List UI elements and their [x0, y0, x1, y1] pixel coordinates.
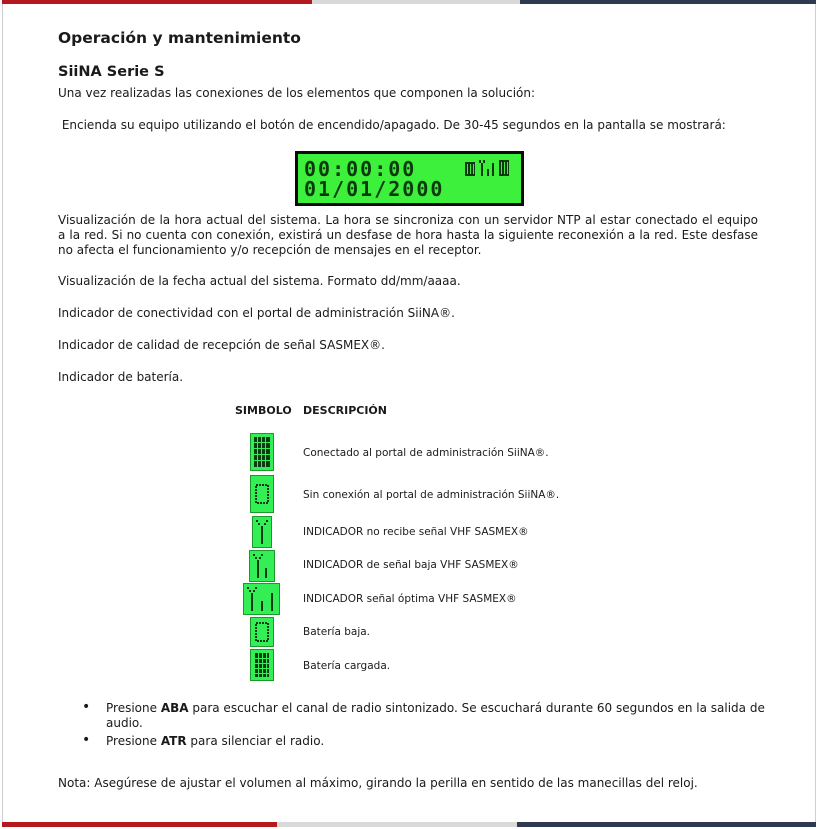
lcd-display: [295, 151, 524, 206]
signal-description: Indicador de calidad de recepción de señal SASMEX®.: [58, 338, 385, 352]
connectivity-description: Indicador de conectividad con el portal de administración SiiNA®.: [58, 306, 455, 320]
table-row: Batería baja.: [303, 626, 371, 638]
antenna-low-signal-icon: [249, 550, 275, 582]
lcd-date: 01/01/2000: [304, 177, 445, 201]
list-item: Presione ABA para escuchar el canal de radio sintonizado. Se escuchará durante 60 segundos en la salida de audio.: [106, 701, 765, 730]
portal-disconnected-icon: [250, 475, 274, 513]
date-description: Visualización de la fecha actual del sistema. Formato dd/mm/aaaa.: [58, 274, 461, 288]
table-row: INDICADOR señal óptima VHF SASMEX®: [303, 593, 517, 605]
antenna-full-signal-icon: [243, 583, 280, 615]
battery-charged-icon: [250, 649, 274, 681]
section-subtitle: SiiNA Serie S: [58, 64, 165, 80]
antenna-full-signal-icon: [479, 160, 495, 176]
portal-connected-icon: [465, 162, 475, 176]
section-title: Operación y mantenimiento: [58, 29, 301, 47]
bullet-marker: •: [82, 699, 91, 715]
portal-connected-icon: [250, 433, 274, 471]
list-item: Presione ATR para silenciar el radio.: [106, 734, 325, 748]
power-on-text: Encienda su equipo utilizando el botón de encendido/apagado. De 30-45 segundos en la pantalla se mostrará:: [58, 118, 726, 132]
bullet-marker: •: [82, 732, 91, 748]
table-header-description: DESCRIPCIÓN: [303, 404, 387, 417]
lcd-time: 00:00:00: [304, 157, 417, 181]
battery-low-icon: [250, 617, 274, 647]
time-description: Visualización de la hora actual del sistema. La hora se sincroniza con un servidor NTP al estar conectado el equipo a la red. Si no cuenta con conexión, existirá un desfase de hora hasta la siguiente reconexión a la red. Este desfase no afecta el funcionamiento y/o recepción de mensajes en el receptor.: [58, 213, 758, 257]
battery-charged-icon: [499, 160, 509, 176]
intro-text: Una vez realizadas las conexiones de los elementos que componen la solución:: [58, 86, 536, 100]
table-header-symbol: SIMBOLO: [235, 404, 292, 417]
bottom-color-bar: [2, 822, 816, 827]
table-row: INDICADOR de señal baja VHF SASMEX®: [303, 559, 519, 571]
battery-description: Indicador de batería.: [58, 370, 184, 384]
table-row: Conectado al portal de administración SiiNA®.: [303, 447, 549, 459]
table-row: INDICADOR no recibe señal VHF SASMEX®: [303, 526, 529, 538]
top-color-bar: [2, 0, 816, 4]
table-row: Batería cargada.: [303, 660, 391, 672]
table-row: Sin conexión al portal de administración SiiNA®.: [303, 489, 560, 501]
antenna-no-signal-icon: [252, 516, 272, 548]
note-text: Nota: Asegúrese de ajustar el volumen al máximo, girando la perilla en sentido de las manecillas del reloj.: [58, 776, 698, 790]
